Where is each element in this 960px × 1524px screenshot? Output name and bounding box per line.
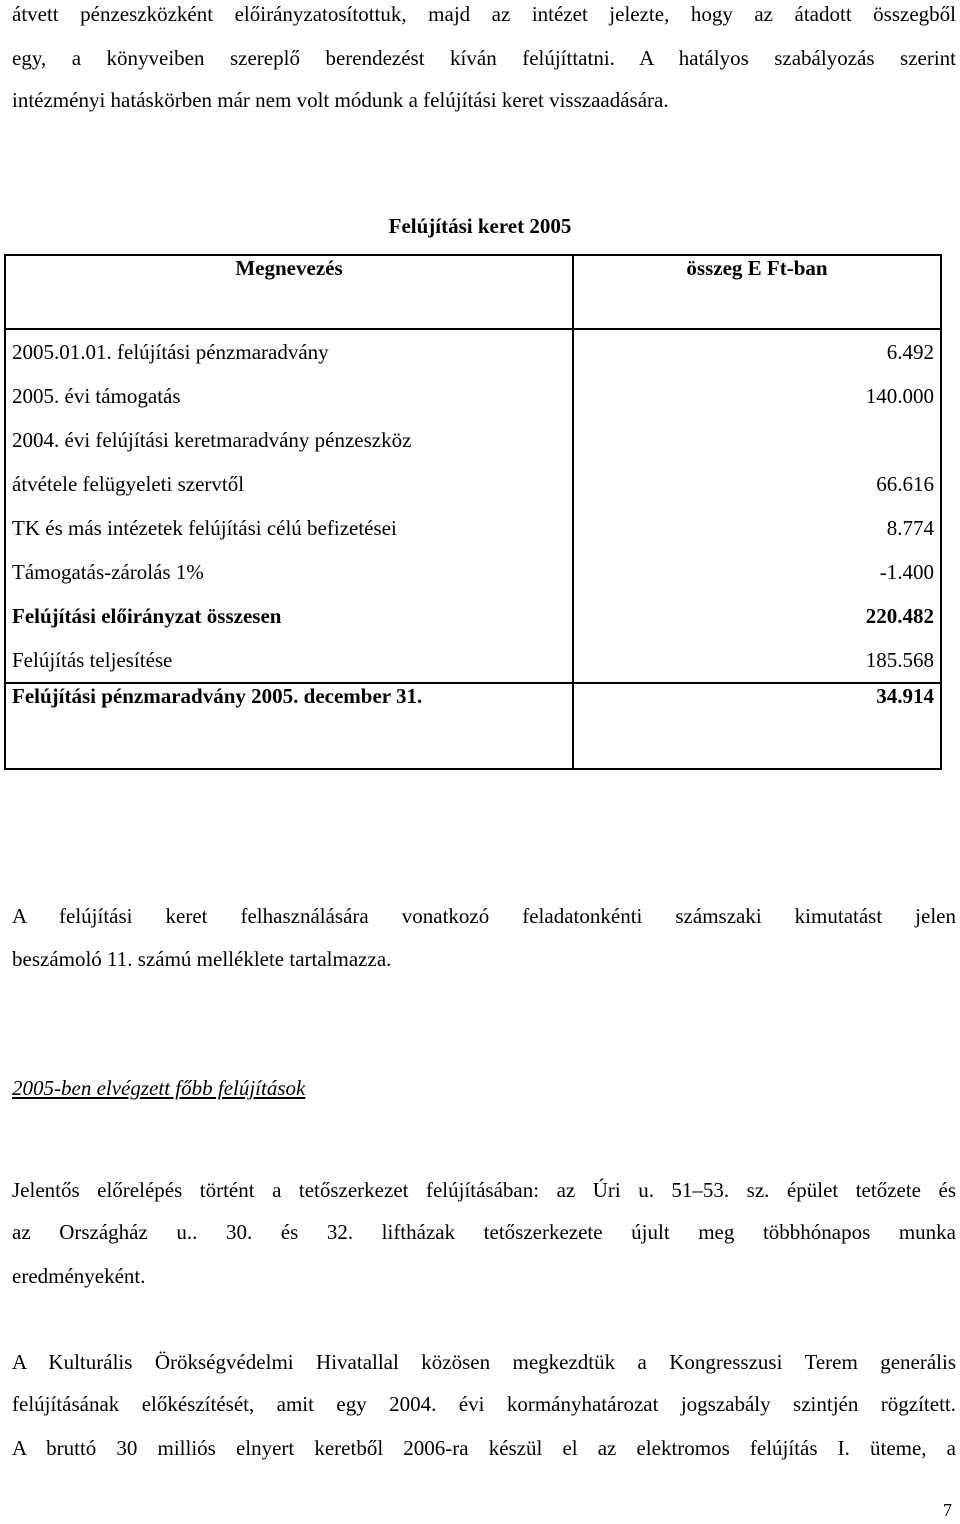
table-final-row — [5, 683, 941, 769]
para2-line-3: eredményeként. — [12, 1264, 146, 1288]
para1-line-2: beszámoló 11. számú melléklete tartalmazza. — [12, 947, 392, 971]
section-heading: 2005-ben elvégzett főbb felújítások — [12, 1076, 306, 1100]
intro-line-2: egy, a könyveiben szereplő berendezést kíván felújíttatni. A hatályos szabályozás szerint — [12, 46, 956, 70]
column-header-amount: összeg E Ft-ban — [573, 255, 941, 329]
row-value — [580, 418, 934, 462]
row-value: 6.492 — [886, 340, 934, 364]
row-value: 8.774 — [886, 516, 934, 540]
page-number: 7 — [943, 1500, 952, 1520]
para1-line-1: A felújítási keret felhasználására vonatkozó feladatonkénti számszaki kimutatást jelen — [12, 904, 956, 928]
final-label: Felújítási pénzmaradvány 2005. december 31. — [5, 683, 573, 769]
table-header-row — [5, 255, 941, 329]
row-label: TK és más intézetek felújítási célú befizetései — [12, 516, 397, 540]
para3-line-1: A Kulturális Örökségvédelmi Hivatallal közösen megkezdtük a Kongresszusi Terem generális — [12, 1350, 956, 1374]
table-title: Felújítási keret 2005 — [388, 214, 572, 238]
row-label: 2004. évi felújítási keretmaradvány pénzeszköz — [12, 428, 412, 452]
intro-line-3: intézményi hatáskörben már nem volt módunk a felújítási keret visszaadására. — [12, 88, 669, 112]
final-value: 34.914 — [573, 683, 941, 769]
column-header-name: Megnevezés — [5, 255, 573, 329]
renovation-budget-table — [4, 254, 942, 770]
table-body-row — [5, 329, 941, 683]
row-label: 2005. évi támogatás — [12, 384, 181, 408]
row-label: Felújítás teljesítése — [12, 648, 173, 672]
row-value: -1.400 — [879, 560, 934, 584]
para3-line-3: A bruttó 30 milliós elnyert keretből 2006-ra készül el az elektromos felújítás I. üteme, a — [12, 1436, 956, 1460]
row-value: 140.000 — [865, 384, 934, 408]
para3-line-2: felújításának előkészítését, amit egy 2004. évi kormányhatározat jogszabály szintjén rögzített. — [12, 1392, 956, 1416]
values-cell — [573, 329, 941, 683]
row-value-total: 220.482 — [865, 604, 934, 628]
row-label: átvétele felügyeleti szervtől — [12, 472, 245, 496]
para2-line-1: Jelentős előrelépés történt a tetőszerkezet felújításában: az Úri u. 51–53. sz. épület tetőzete és — [12, 1178, 956, 1202]
row-label-total: Felújítási előirányzat összesen — [12, 604, 282, 628]
row-value: 66.616 — [876, 472, 934, 496]
row-label: Támogatás-zárolás 1% — [12, 560, 204, 584]
labels-cell — [5, 329, 573, 683]
para2-line-2: az Országház u.. 30. és 32. liftházak tetőszerkezete újult meg többhónapos munka — [12, 1220, 956, 1244]
row-label: 2005.01.01. felújítási pénzmaradvány — [12, 340, 329, 364]
intro-line-1: átvett pénzeszközként előirányzatosítottuk, majd az intézet jelezte, hogy az átadott összegből — [12, 2, 956, 26]
row-value: 185.568 — [865, 648, 934, 672]
